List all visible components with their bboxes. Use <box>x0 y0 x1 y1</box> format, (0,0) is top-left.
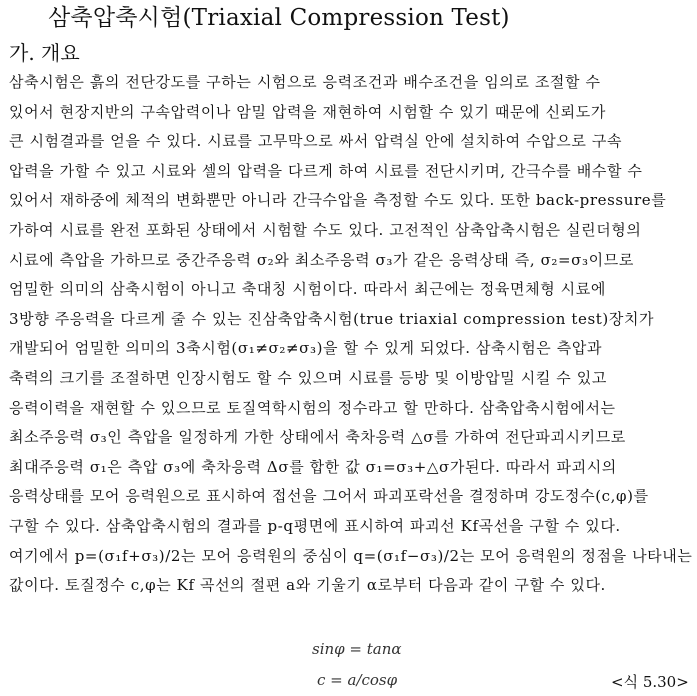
paragraph-line: 삼축시험은 흙의 전단강도를 구하는 시험으로 응력조건과 배수조건을 임의로 조절할 수 <box>9 73 601 91</box>
paragraph-line: 개발되어 엄밀한 의미의 3축시험(σ₁≠σ₂≠σ₃)을 할 수 있게 되었다. 삼축시험은 측압과 <box>9 339 603 358</box>
paragraph-line: 큰 시험결과를 얻을 수 있다. 시료를 고무막으로 싸서 압력실 안에 설치하여 수압으로 구속 <box>9 132 623 151</box>
section-heading: 가. 개요 <box>9 41 80 65</box>
paragraph-line: 응력이력을 재현할 수 있으므로 토질역학시험의 정수라고 할 만하다. 삼축압축시험에서는 <box>9 398 616 417</box>
paragraph-line: 값이다. 토질정수 c,φ는 Kf 곡선의 절편 a와 기울기 α로부터 다음과 같이 구할 수 있다. <box>9 576 606 595</box>
equation-cohesion: c = a/cosφ <box>317 671 398 689</box>
page-title: 삼축압축시험(Triaxial Compression Test) <box>48 5 510 31</box>
body-paragraph <box>9 68 693 601</box>
paragraph-line: 여기에서 p=(σ₁f+σ₃)/2는 모어 응력원의 중심이 q=(σ₁f−σ₃)/2는 모어 응력원의 정점을 나타내는 <box>9 546 693 565</box>
equation-number: <식 5.30> <box>611 673 689 691</box>
paragraph-line: 3방향 주응력을 다르게 줄 수 있는 진삼축압축시험(true triaxial compression test)장치가 <box>9 309 655 328</box>
equation-sin-phi: sinφ = tanα <box>312 640 402 658</box>
paragraph-line: 가하여 시료를 완전 포화된 상태에서 시험할 수도 있다. 고전적인 삼축압축시험은 실린더형의 <box>9 220 642 239</box>
paragraph-line: 최대주응력 σ₁은 측압 σ₃에 축차응력 Δσ를 합한 값 σ₁=σ₃+△σ가된다. 따라서 파괴시의 <box>9 457 617 476</box>
paragraph-line: 축력의 크기를 조절하면 인장시험도 할 수 있으며 시료를 등방 및 이방압밀 시킬 수 있고 <box>9 368 607 387</box>
paragraph-line: 구할 수 있다. 삼축압축시험의 결과를 p-q평면에 표시하여 파괴선 Kf곡선을 구할 수 있다. <box>9 516 621 535</box>
paragraph-line: 압력을 가할 수 있고 시료와 셀의 압력을 다르게 하여 시료를 전단시키며, 간극수를 배수할 수 <box>9 161 643 180</box>
paragraph-line: 있어서 재하중에 체적의 변화뿐만 아니라 간극수압을 측정할 수도 있다. 또한 back-pressure를 <box>9 191 667 210</box>
paragraph-line: 엄밀한 의미의 삼축시험이 아니고 축대칭 시험이다. 따라서 최근에는 정육면체형 시료에 <box>9 280 606 299</box>
paragraph-line: 있어서 현장지반의 구속압력이나 암밀 압력을 재현하여 시험할 수 있기 때문에 신뢰도가 <box>9 102 606 121</box>
paragraph-line: 응력상태를 모어 응력원으로 표시하여 접선을 그어서 파괴포락선을 결정하며 강도정수(c,φ)를 <box>9 487 649 506</box>
paragraph-line: 최소주응력 σ₃인 측압을 일정하게 가한 상태에서 축차응력 △σ를 가하여 전단파괴시키므로 <box>9 428 626 447</box>
paragraph-line: 시료에 측압을 가하므로 중간주응력 σ₂와 최소주응력 σ₃가 같은 응력상태 즉, σ₂=σ₃이므로 <box>9 250 634 269</box>
